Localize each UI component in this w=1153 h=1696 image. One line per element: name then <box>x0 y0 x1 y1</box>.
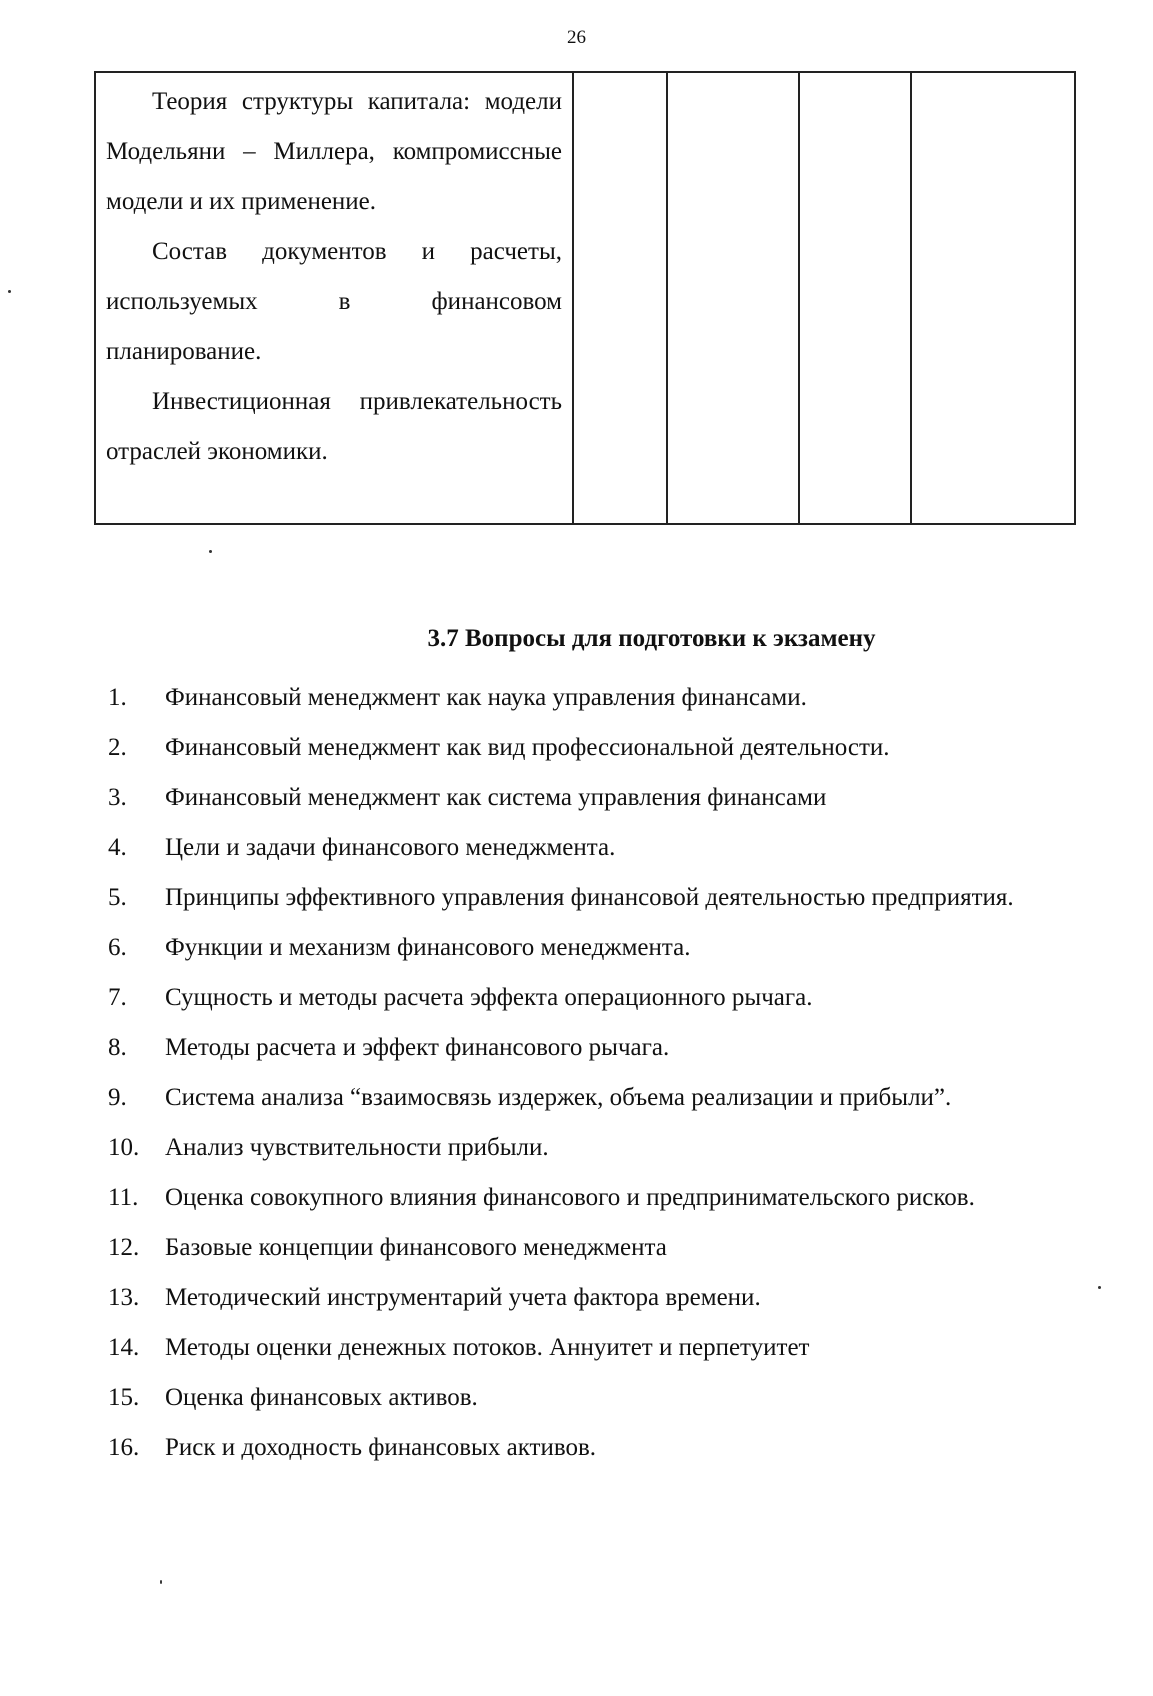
topics-table <box>94 71 1076 525</box>
item-number: 4. <box>108 834 127 861</box>
list-item <box>108 1273 1106 1323</box>
item-number: 11. <box>108 1184 139 1211</box>
scan-speck <box>8 290 11 293</box>
empty-cell <box>911 72 1075 524</box>
list-item <box>108 1323 1106 1373</box>
item-text: Финансовый менеджмент как система управления финансами <box>165 784 827 811</box>
topic-paragraph: Состав документов и расчеты, используемых в финансовом планирование. <box>106 238 562 365</box>
item-number: 9. <box>108 1084 127 1111</box>
page-number: 26 <box>567 27 586 48</box>
list-item <box>108 1223 1106 1273</box>
item-number: 6. <box>108 934 127 961</box>
item-text: Методы оценки денежных потоков. Аннуитет и перпетуитет <box>165 1334 810 1361</box>
item-number: 2. <box>108 734 127 761</box>
item-number: 15. <box>108 1384 140 1411</box>
item-text: Оценка совокупного влияния финансового и предпринимательского рисков. <box>165 1184 975 1211</box>
list-item <box>108 1023 1106 1073</box>
item-text: Принципы эффективного управления финансовой деятельностью предприятия. <box>165 884 1014 911</box>
item-number: 13. <box>108 1284 140 1311</box>
item-text: Риск и доходность финансовых активов. <box>165 1434 597 1461</box>
item-number: 3. <box>108 784 127 811</box>
empty-cell <box>799 72 911 524</box>
item-number: 7. <box>108 984 127 1011</box>
item-number: 5. <box>108 884 127 911</box>
empty-cell <box>573 72 667 524</box>
item-text: Система анализа “взаимосвязь издержек, объема реализации и прибыли”. <box>165 1084 952 1111</box>
item-text: Цели и задачи финансового менеджмента. <box>165 834 616 861</box>
item-text: Финансовый менеджмент как наука управления финансами. <box>165 684 807 711</box>
question-list <box>108 673 1106 1473</box>
item-number: 14. <box>108 1334 140 1361</box>
item-text: Сущность и методы расчета эффекта операционного рычага. <box>165 984 813 1011</box>
topic-cell <box>95 72 573 524</box>
item-number: 10. <box>108 1134 140 1161</box>
list-item <box>108 1423 1106 1473</box>
list-item <box>108 973 1106 1023</box>
item-text: Финансовый менеджмент как вид профессиональной деятельности. <box>165 734 890 761</box>
list-item <box>108 873 1106 923</box>
item-text: Методический инструментарий учета фактора времени. <box>165 1284 761 1311</box>
list-item <box>108 1123 1106 1173</box>
list-item <box>108 723 1106 773</box>
scan-speck <box>160 1580 162 1584</box>
item-text: Методы расчета и эффект финансового рычага. <box>165 1034 670 1061</box>
list-item <box>108 673 1106 723</box>
list-item <box>108 1173 1106 1223</box>
item-number: 1. <box>108 684 127 711</box>
item-text: Функции и механизм финансового менеджмента. <box>165 934 691 961</box>
item-number: 8. <box>108 1034 127 1061</box>
list-item <box>108 773 1106 823</box>
item-number: 16. <box>108 1434 140 1461</box>
list-item <box>108 1373 1106 1423</box>
item-number: 12. <box>108 1234 140 1261</box>
item-text: Оценка финансовых активов. <box>165 1384 478 1411</box>
list-item <box>108 823 1106 873</box>
scan-speck <box>209 550 212 553</box>
section-title: 3.7 Вопросы для подготовки к экзамену <box>427 625 876 652</box>
table-row <box>95 72 1075 524</box>
list-item <box>108 1073 1106 1123</box>
empty-cell <box>667 72 799 524</box>
topic-paragraph: Теория структуры капитала: модели Модельяни – Миллера, компромиссные модели и их применение. <box>106 88 562 215</box>
list-item <box>108 923 1106 973</box>
item-text: Базовые концепции финансового менеджмента <box>165 1234 667 1261</box>
topic-paragraph: Инвестиционная привлекательность отраслей экономики. <box>106 388 562 465</box>
item-text: Анализ чувствительности прибыли. <box>165 1134 549 1161</box>
